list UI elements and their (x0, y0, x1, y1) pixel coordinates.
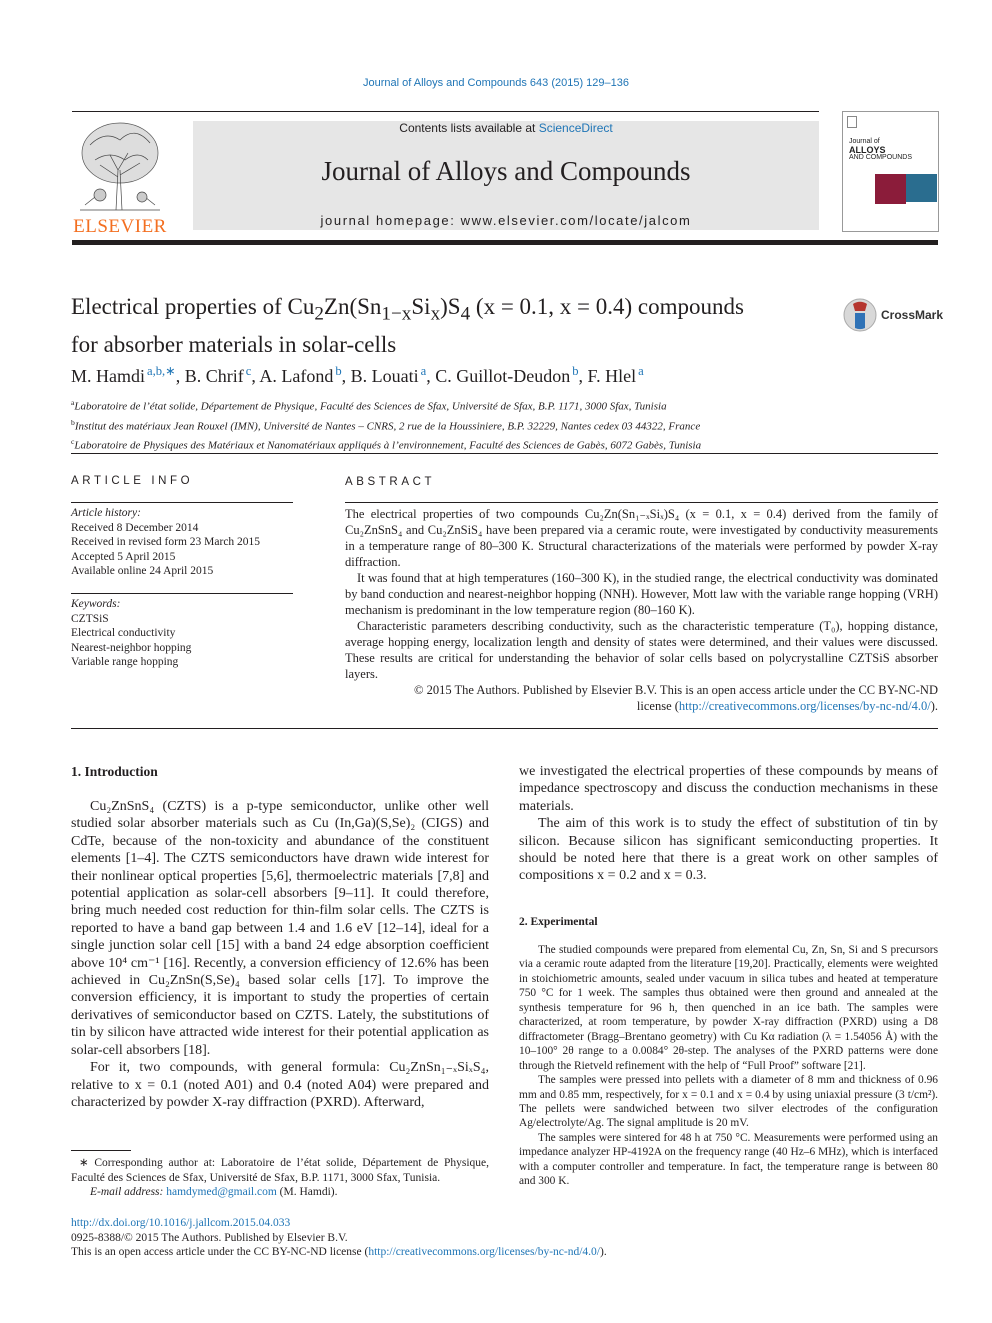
author (588, 366, 644, 386)
author-name: A. Lafond (259, 366, 334, 386)
abstract-rule (345, 502, 938, 503)
body-paragraph: The samples were sintered for 48 h at 750 °C. Measurements were performed using an impedance analyzer HP-4192A on the frequency range (40 Hz–6 MHz), which is interfaced with a computer controller and temperature. In fact, the temperature range is between 80 and 300 K. (519, 1131, 938, 1188)
open-access-line (71, 1245, 931, 1260)
author-affiliation-marker[interactable]: b (572, 364, 579, 378)
affiliation-text: Laboratoire de Physiques des Matériaux et Nanomatériaux appliqués à l’environnement, Faculté des Sciences de Gabès, 6072 Gabès, Tunisia (74, 439, 702, 452)
introduction-left-column (71, 798, 489, 1111)
author-affiliation-marker[interactable]: c (245, 364, 252, 378)
body-paragraph: The samples were pressed into pellets with a diameter of 8 mm and thickness of 0.96 mm and 0.85 mm, respectively, for x = 0.1 and x = 0.4 by using uniaxial pressure (3 t/cm²). The pellets were sandwiched between two silver electrodes of the configuration Ag/electrolyte/Ag. The signal amplitude is 20 mV. (519, 1074, 938, 1130)
author-name: C. Guillot-Deudon (435, 366, 571, 386)
author-affiliation-marker[interactable]: a,b,∗ (147, 364, 176, 378)
email-label: E-mail address: (90, 1186, 167, 1198)
title-sub: 2 (314, 303, 324, 325)
keywords-label: Keywords: (71, 598, 121, 610)
contents-line (193, 121, 819, 135)
history-item: Accepted 5 April 2015 (71, 550, 176, 563)
journal-cover (842, 111, 939, 232)
cover-text-1: Journal of (849, 138, 880, 145)
journal-citation[interactable]: Journal of Alloys and Compounds 643 (2015) 129–136 (362, 77, 630, 89)
history-item: Received in revised form 23 March 2015 (71, 536, 261, 548)
body-paragraph: For it, two compounds, with general formula: Cu₂ZnSn₁₋ₓSiₓS₄, relative to x = 0.1 (noted A01) and 0.4 (noted A04) were prepared and characterized by powder X-ray diffraction (PXRD). Afterward, (71, 1060, 489, 1110)
author-affiliation-marker[interactable]: b (335, 364, 342, 378)
divider-rule (71, 728, 938, 729)
title-text: )S (440, 294, 461, 319)
cover-block-blue (906, 174, 937, 202)
journal-homepage[interactable]: journal homepage: www.elsevier.com/locate/jalcom (320, 213, 692, 228)
crossmark-badge[interactable] (843, 298, 943, 332)
oa-suffix: ). (599, 1246, 607, 1258)
author (185, 366, 252, 386)
keyword-item: CZTSiS (71, 612, 109, 625)
abstract-license (345, 698, 938, 714)
title-line-2: for absorber materials in solar-cells (71, 331, 397, 357)
footnote-rule (71, 1150, 131, 1151)
cover-stripe (875, 202, 906, 204)
author-affiliation-marker[interactable]: a (420, 364, 427, 378)
author-affiliation-marker[interactable]: a (638, 364, 644, 378)
affiliation-list (71, 395, 931, 454)
history-item: Available online 24 April 2015 (71, 565, 214, 577)
affiliation (71, 415, 931, 435)
abstract-paragraph: It was found that at high temperatures (160–300 K), in the studied range, the electrical conductivity was dominated by band conduction and nearest-neighbor hopping (NNH). However, Mott law with the variable range hopping (VRH) mechanism is predominant in the low temperature region (80–160 K). (345, 571, 938, 617)
email-link[interactable]: hamdymed@gmail.com (166, 1186, 277, 1198)
affiliation-text: Laboratoire de l’état solide, Département de Physique, Faculté des Sciences de Sfax, Université de Sfax, B.P. 1171, 3000 Sfax, Tunisia (74, 400, 667, 413)
license-prefix: license ( (636, 699, 679, 713)
author-list: M. Hamdi $^{a,b,∗}$, B. Chrif $^c$, A. Lafond $^b$, B. Louati $^a$, C. Guillot-Deudon $^b$, F. Hlel $^a$ (71, 364, 644, 386)
page-footer (71, 1216, 931, 1260)
keywords-rule (71, 593, 293, 594)
info-rule (71, 502, 293, 503)
section-heading-introduction: 1. Introduction (71, 764, 158, 779)
header-thick-rule (72, 240, 938, 245)
author-name: B. Louati (350, 366, 419, 386)
cover-text-3: AND COMPOUNDS (849, 154, 913, 161)
abstract-heading: ABSTRACT (345, 476, 436, 488)
affiliation-marker: b (71, 417, 75, 427)
elsevier-wordmark: ELSEVIER (73, 216, 167, 237)
corresponding-author-note: ∗ Corresponding author at: Laboratoire de l’état solide, Département de Physique, Faculté des Sciences de Sfax, Université de Sfax, B.P. 1171, 3000 Sfax, Tunisia. (71, 1157, 489, 1184)
affiliation-text: Institut des matériaux Jean Rouxel (IMN), Université de Nantes – CNRS, 2 rue de la Houssiniere, B.P. 32229, Nantes cedex 03 44322, France (74, 420, 701, 433)
header-top-rule (72, 111, 819, 112)
author (259, 366, 341, 386)
affiliation-marker: c (71, 437, 75, 447)
affiliation (71, 434, 931, 454)
license-suffix: ). (930, 699, 938, 713)
keyword-item: Variable range hopping (71, 656, 179, 668)
cover-block-red (875, 174, 906, 202)
history-label: Article history: (71, 507, 141, 519)
abstract-paragraph: Characteristic parameters describing conductivity, such as the characteristic temperature (T₀), hopping distance, average hopping energy, localization length and density of states were determined, and their values were discussed. These results are critical for understanding the behavior of solar cells based on polycrystalline CZTSiS absorber layers. (345, 619, 938, 681)
sciencedirect-link[interactable]: ScienceDirect (538, 121, 613, 135)
article-info-heading: ARTICLE INFO (71, 475, 194, 487)
title-text: Si (411, 294, 431, 319)
crossmark-icon (843, 298, 877, 332)
abstract-body (345, 506, 938, 714)
author (71, 366, 176, 386)
oa-prefix: This is an open access article under the CC BY-NC-ND license ( (71, 1246, 369, 1258)
crossmark-label: CrossMark (881, 308, 944, 322)
title-text: Zn(Sn (323, 294, 382, 319)
article-history (71, 506, 293, 579)
title-sub: 4 (460, 303, 471, 325)
keywords-block (71, 597, 293, 670)
divider-rule (71, 453, 938, 454)
license-link[interactable]: http://creativecommons.org/licenses/by-nc-nd/4.0/ (678, 699, 931, 713)
history-item: Received 8 December 2014 (71, 521, 199, 534)
section-heading-experimental: 2. Experimental (519, 916, 598, 928)
email-line (71, 1185, 489, 1200)
keyword-item: Electrical conductivity (71, 627, 176, 639)
author (435, 366, 578, 386)
footnote (71, 1156, 489, 1200)
abstract-paragraph: The electrical properties of two compounds Cu₂Zn(Sn₁₋ₓSiₓ)S₄ (x = 0.1, x = 0.4) derived from the family of Cu₂ZnSnS₄ and Cu₂ZnSiS₄ have been prepared via a ceramic route, were investigated by conductivity measurements in a temperature range of 80–300 K. Structural characterizations of the materials were performed by powder X-ray diffraction. (345, 507, 938, 569)
title-text: Electrical properties of Cu (71, 294, 315, 319)
body-paragraph: we investigated the electrical properties of these compounds by means of impedance spectroscopy and discuss the conduction mechanisms in these materials. (519, 764, 938, 814)
introduction-right-column (519, 763, 938, 885)
body-paragraph: The aim of this work is to study the effect of substitution of tin by silicon. Because silicon has significant semiconducting properties. It should be noted here that there is a great work on other samples of compositions x = 0.2 and x = 0.3. (519, 816, 938, 884)
body-paragraph: Cu₂ZnSnS₄ (CZTS) is a p-type semiconductor, unlike other well studied solar absorber materials such as Cu (In,Ga)(S,Se)₂ (CIGS) and CdTe, because of the non-toxicity and abundance of the constituent elements [1–4]. The CZTS semiconductors have drawn wide interest for their nonlinear optical properties [5,6], thermoelectric materials [7,8] and potential application as solar-cell absorbers [9–11]. It could therefore, bring much needed cost reduction for thin-film solar cells. The CZTS is reported to have a band gap between 1.4 and 1.6 eV [12–14], ideal for a single junction solar cell [15] with a band 24 edge absorption coefficient above 10⁴ cm⁻¹ [16]. Recently, a conversion efficiency of 12.6% has been achieved in Cu₂ZnSn(S,Se)₄ based solar cells [17]. To improve the conversion efficiency, it is important to study the properties of certain derivatives of semiconductor based on CZTS. Lately, the substitutions of tin by silicon have attracted wide interest for their potential application as solar-cell absorbers [18]. (71, 799, 489, 1058)
author (351, 366, 427, 386)
title-text: (x = 0.1, x = 0.4) compounds (470, 294, 744, 319)
article-title (71, 292, 831, 360)
body-paragraph: The studied compounds were prepared from elemental Cu, Zn, Sn, Si and S precursors via a ceramic route adapted from the literature [19,20]. Practically, elements were weighted in stoichiometric amounts, sealed under vacuum in silica tubes and heated at temperature 750 °C for 1 week. The samples thus obtained were then ground and annealed at the synthesis temperature for 96 h, then quenched in an ice bath. The samples were characterized, at room temperature, by powder X-ray diffraction (PXRD) using a D8 diffractometer (Bragg–Brentano geometry) with Cu Kα radiation (λ = 1.54056 Å) with the 10–100° 2θ range to a 0.0084° 2θ-step. The analyses of the PXRD patterns were done through the Rietveld refinement with the help of “Full Proof” software [21]. (519, 944, 938, 1072)
author-name: F. Hlel (587, 366, 637, 386)
contents-prefix: Contents lists available at (399, 121, 539, 135)
abstract-copyright: © 2015 The Authors. Published by Elsevier B.V. This is an open access article under the CC BY-NC-ND (413, 683, 938, 697)
experimental-text (519, 943, 938, 1189)
keyword-item: Nearest-neighbor hopping (71, 641, 192, 654)
title-sub: 1−x (381, 303, 412, 325)
elsevier-tree-icon (70, 115, 170, 213)
author-name: M. Hamdi (71, 366, 145, 386)
issn-line: 0925-8388/© 2015 The Authors. Published by Elsevier B.V. (71, 1231, 348, 1244)
journal-title: Journal of Alloys and Compounds (321, 156, 691, 186)
author-name: B. Chrif (184, 366, 244, 386)
email-suffix: (M. Hamdi). (276, 1186, 338, 1198)
cover-text-2: ALLOYS (849, 145, 886, 155)
oa-license-link[interactable]: http://creativecommons.org/licenses/by-nc-nd/4.0/ (368, 1246, 600, 1258)
doi-link[interactable]: http://dx.doi.org/10.1016/j.jallcom.2015.04.033 (71, 1217, 291, 1229)
title-sub: x (430, 303, 441, 325)
affiliation-marker: a (71, 398, 75, 407)
elsevier-logo (70, 115, 170, 237)
affiliation (71, 395, 931, 415)
cover-emblem-icon (847, 116, 857, 128)
